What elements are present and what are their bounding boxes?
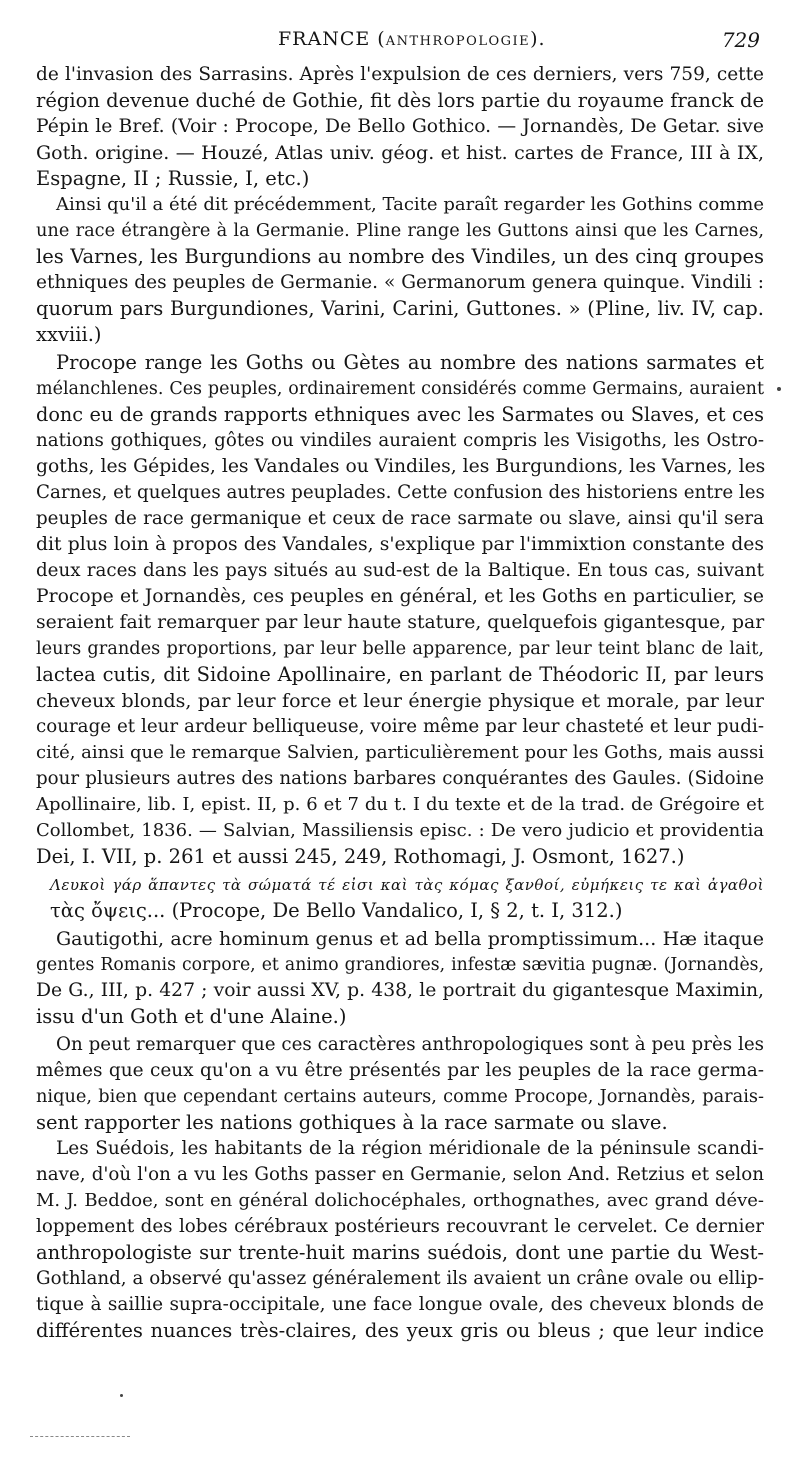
running-head-title-main: FRANCE ( <box>278 28 386 50</box>
text-line: loppement des lobes cérébraux postérieurs recouvrant le cervelet. Ce dernier <box>36 1216 764 1237</box>
margin-speck <box>777 387 781 391</box>
text-line: seraient fait remarquer par leur haute stature, quelquefois gigantesque, par <box>36 612 765 633</box>
text-line: cité, ainsi que le remarque Salvien, particulièrement pour les Goths, mais aussi <box>36 742 764 763</box>
text-line: mêmes que ceux qu'on a vu être présentés par les peuples de la race germa- <box>36 1060 764 1081</box>
margin-speck <box>120 1394 123 1397</box>
text-line: anthropologiste sur trente-huit marins suédois, dont une partie du West- <box>36 1241 764 1264</box>
text-line: donc eu de grands rapports ethniques avec les Sarmates ou Slaves, et ces <box>36 403 764 426</box>
text-line: leurs grandes proportions, par leur belle apparence, par leur teint blanc de lait, <box>36 639 764 659</box>
text-line: les Varnes, les Burgundions au nombre des Vindiles, un des cinq groupes <box>36 245 764 268</box>
text-line: goths, les Gépides, les Vandales ou Vindiles, les Burgundions, les Varnes, les <box>36 456 766 477</box>
text-line: issu d'un Goth et d'une Alaine.) <box>36 1005 347 1028</box>
text-line: Gothland, a observé qu'assez généralement ils avaient un crâne ovale ou ellip- <box>36 1268 764 1289</box>
text-line: deux races dans les pays situés au sud-est de la Baltique. En tous cas, suivant <box>36 560 764 581</box>
text-line: M. J. Beddoe, sont en général dolichocéphales, orthognathes, avec grand déve- <box>36 1190 764 1211</box>
text-line: une race étrangère à la Germanie. Pline range les Guttons ainsi que les Carnes, <box>36 221 764 241</box>
text-line: De G., III, p. 427 ; voir aussi XV, p. 438, le portrait du gigantesque Maximin, <box>36 980 764 1001</box>
text-line: Pépin le Bref. (Voir : Procope, De Bello Gothico. — Jornandès, De Getar. sive <box>36 116 764 137</box>
text-line: xxviii.) <box>36 323 102 346</box>
text-line: pour plusieurs autres des nations barbares conquérantes des Gaules. (Sidoine <box>36 768 764 789</box>
text-line: gentes Romanis corpore, et animo grandiores, infestæ sævitia pugnæ. (Jornandès, <box>36 955 764 975</box>
text-line: nave, d'où l'on a vu les Goths passer en Germanie, selon And. Retzius et selon <box>36 1164 764 1185</box>
text-line: de l'invasion des Sarrasins. Après l'expulsion de ces derniers, vers 759, cette <box>36 64 764 85</box>
text-line: Procope et Jornandès, ces peuples en général, et les Goths en particulier, se <box>36 586 764 607</box>
text-line: Carnes, et quelques autres peuplades. Cette confusion des historiens entre les <box>36 482 765 503</box>
greek-quote-line: Λευκοὶ γάρ ἅπαντες τὰ σώματά τέ εἰσι καὶ τὰς κόμας ξανθοί, εὐμήκεις τε καὶ ἀγαθοὶ <box>50 876 764 894</box>
text-line: courage et leur ardeur belliqueuse, voire même par leur chasteté et leur pudi- <box>36 716 764 737</box>
footer-rule <box>30 1436 130 1437</box>
text-line: On peut remarquer que ces caractères anthropologiques sont à peu près les <box>56 1034 764 1055</box>
text-line: Les Suédois, les habitants de la région méridionale de la péninsule scandi- <box>56 1138 764 1159</box>
text-line: Goth. origine. — Houzé, Atlas univ. géog. et hist. cartes de France, III à IX, <box>36 142 764 164</box>
text-line: τὰς ὄψεις... (Procope, De Bello Vandalico, I, § 2, t. I, 312.) <box>50 899 623 922</box>
text-line: Espagne, II ; Russie, I, etc.) <box>36 167 310 190</box>
text-line: Gautigothi, acre hominum genus et ad bella promptissimum... Hæ itaque <box>56 928 764 950</box>
page-number: 729 <box>721 28 760 52</box>
text-line: Dei, I. VII, p. 261 et aussi 245, 249, Rothomagi, J. Osmont, 1627.) <box>36 845 685 868</box>
text-line: quorum pars Burgundiones, Varini, Carini, Guttones. » (Pline, liv. IV, cap. <box>36 297 764 320</box>
text-line: dit plus loin à propos des Vandales, s'explique par l'immixtion constante des <box>36 534 764 555</box>
text-line: cheveux blonds, par leur force et leur énergie physique et morale, par leur <box>36 690 764 712</box>
text-line: peuples de race germanique et ceux de race sarmate ou slave, ainsi qu'il sera <box>36 508 764 529</box>
text-line: nations gothiques, gôtes ou vindiles auraient compris les Visigoths, les Ostro- <box>36 430 764 451</box>
text-line: ethniques des peuples de Germanie. « Germanorum genera quinque. Vindili : <box>36 272 764 293</box>
text-line: Ainsi qu'il a été dit précédemment, Tacite paraît regarder les Gothins comme <box>56 194 764 215</box>
text-line: différentes nuances très-claires, des yeux gris ou bleus ; que leur indice <box>36 1319 764 1342</box>
text-line: tique à saillie supra-occipitale, une face longue ovale, des cheveux blonds de <box>36 1294 764 1315</box>
text-line: lactea cutis, dit Sidoine Apollinaire, en parlant de Théodoric II, par leurs <box>36 663 764 686</box>
text-line: mélanchlenes. Ces peuples, ordinairement considérés comme Germains, auraient <box>36 379 764 399</box>
running-head-title <box>278 28 546 50</box>
running-head-title-smallcaps: ANTHROPOLOGIE <box>385 34 531 49</box>
running-head-title-end: ). <box>530 28 546 50</box>
text-line: Collombet, 1836. — Salvian, Massiliensis episc. : De vero judicio et providentia <box>36 820 764 841</box>
text-line: nique, bien que cependant certains auteurs, comme Procope, Jornandès, parais- <box>36 1087 764 1107</box>
text-line: Apollinaire, lib. I, epist. II, p. 6 et 7 du t. I du texte et de la trad. de Grégoire et <box>36 794 764 815</box>
text-line: région devenue duché de Gothie, fit dès lors partie du royaume franck de <box>36 89 764 112</box>
text-line: Procope range les Goths ou Gètes au nombre des nations sarmates et <box>56 351 764 374</box>
text-line: sent rapporter les nations gothiques à la race sarmate ou slave. <box>36 1111 668 1134</box>
running-head <box>0 28 800 58</box>
